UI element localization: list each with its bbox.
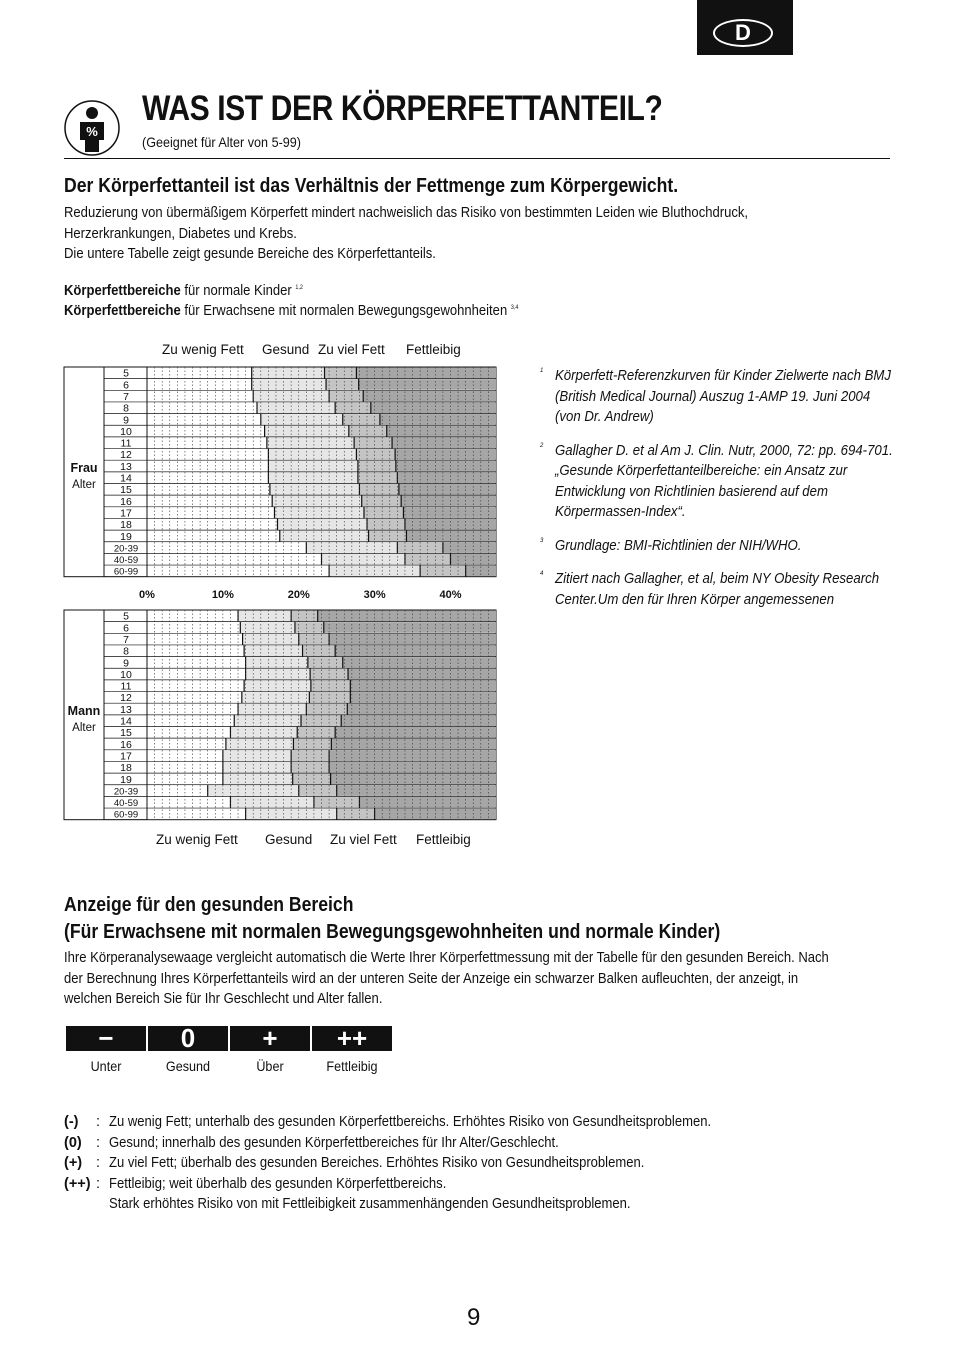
category-label-bottom: Zu wenig Fett: [156, 832, 238, 847]
footnotes: [540, 366, 940, 623]
chart-band-cell: [268, 472, 358, 483]
chart-band-cell: [293, 739, 331, 750]
x-tick-label: 20%: [287, 589, 310, 601]
age-label: 11: [120, 680, 132, 693]
legend-colon: :: [96, 1175, 101, 1192]
ranges-adults-bold: Körperfettbereiche: [64, 303, 181, 319]
indicator-segment: −: [66, 1026, 146, 1051]
x-tick-label: 0%: [139, 589, 155, 601]
chart-band-cell: [326, 379, 359, 390]
chart-band-cell: [147, 542, 306, 553]
chart-band-cell: [322, 554, 405, 565]
category-label-top: Zu viel Fett: [318, 342, 385, 357]
chart-band-cell: [405, 554, 451, 565]
header-divider: [64, 158, 890, 159]
group-label: Mann: [67, 703, 101, 718]
footnote-number: 1: [540, 368, 544, 374]
category-label-top: Fettleibig: [406, 342, 461, 357]
legend-text: Stark erhöhtes Risiko von mit Fettleibigkeit zusammenhängenden Gesundheitsproblemen.: [109, 1196, 631, 1212]
chart-band-cell: [356, 368, 496, 379]
chart-band-cell: [325, 368, 357, 379]
chart-band-cell: [238, 704, 306, 715]
chart-band-cell: [335, 645, 496, 656]
chart-band-cell: [306, 704, 347, 715]
legend-text: Gesund; innerhalb des gesunden Körperfettbereiches für Ihr Alter/Geschlecht.: [109, 1134, 559, 1151]
chart-band-cell: [147, 809, 246, 820]
chart-band-cell: [147, 402, 257, 413]
chart-band-cell: [301, 715, 341, 726]
age-label: 12: [120, 449, 132, 462]
chart-band-cell: [314, 797, 360, 808]
chart-band-cell: [450, 554, 496, 565]
chart-band-cell: [272, 496, 362, 507]
chart-band-cell: [362, 496, 401, 507]
age-label: 9: [123, 657, 129, 670]
group-sublabel: Alter: [72, 721, 96, 734]
age-label: 6: [123, 379, 129, 392]
chart-band-cell: [147, 519, 277, 530]
chart-band-cell: [291, 750, 329, 761]
chart-band-cell: [147, 645, 244, 656]
chart-band-cell: [244, 680, 311, 691]
age-label: 13: [120, 460, 132, 473]
legend-key: (++): [64, 1175, 91, 1192]
age-label: 16: [120, 738, 132, 751]
page-title: WAS IST DER KÖRPERFETTANTEIL?: [142, 89, 663, 128]
chart-band-cell: [147, 669, 246, 680]
chart-band-cell: [147, 715, 234, 726]
chart-band-cell: [147, 472, 268, 483]
chart-band-cell: [297, 727, 335, 738]
age-label: 60-99: [113, 809, 139, 821]
legend-key: (0): [64, 1134, 82, 1151]
age-label: 17: [120, 507, 132, 520]
age-label: 19: [120, 530, 132, 543]
age-label: 17: [120, 750, 132, 763]
footnote: [540, 366, 940, 428]
chart-band-cell: [147, 554, 322, 565]
chart-band-cell: [230, 727, 297, 738]
chart-band-cell: [308, 657, 343, 668]
category-label-bottom: Gesund: [265, 832, 313, 847]
chart-band-cell: [147, 531, 280, 542]
chart-band-cell: [364, 507, 403, 518]
indicator-label: Fettleibig: [326, 1058, 378, 1074]
chart-band-cell: [147, 368, 252, 379]
page-number: 9: [467, 1304, 481, 1331]
category-label-bottom: Zu viel Fett: [330, 832, 397, 847]
ranges-kids: [64, 283, 303, 299]
age-label: 8: [123, 645, 129, 658]
category-label-top: Gesund: [262, 342, 310, 357]
chart-band-cell: [223, 750, 291, 761]
chart-band-cell: [403, 507, 496, 518]
footnote-number: 4: [540, 571, 544, 577]
intro-paragraph: [64, 203, 874, 265]
intro-line: Herzerkrankungen, Diabetes und Krebs.: [64, 225, 297, 242]
chart-band-cell: [265, 426, 349, 437]
footnote-number: 3: [540, 537, 544, 544]
x-tick-label: 40%: [439, 589, 462, 601]
chart-band-cell: [329, 391, 363, 402]
age-label: 11: [120, 437, 132, 450]
x-tick-label: 30%: [363, 589, 386, 601]
chart-band-cell: [147, 797, 230, 808]
age-label: 12: [120, 692, 132, 705]
legend-text: Fettleibig; weit überhalb des gesunden Körperfettbereichs.: [109, 1175, 447, 1192]
footnote: [540, 569, 940, 610]
age-label: 10: [120, 668, 132, 681]
age-label: 10: [120, 425, 132, 438]
chart-band-cell: [147, 785, 208, 796]
chart-band-cell: [293, 774, 331, 785]
chart-band-cell: [147, 437, 267, 448]
chart-band-cell: [354, 437, 392, 448]
chart-band-cell: [147, 739, 226, 750]
legend-key: (-): [64, 1114, 79, 1130]
legend-key: (+): [64, 1155, 83, 1171]
age-label: 9: [123, 414, 129, 427]
group-label: Frau: [70, 460, 98, 475]
legend-colon: :: [96, 1134, 101, 1151]
footnote-text: Gallagher D. et al Am J. Clin. Nutr, 2000, 72: pp. 694-701. „Gesunde Körperfettanteilbereiche: ein Ansatz zur Entwicklung von Richtlinien basierend auf dem Körpermassen-Index“.: [555, 441, 893, 520]
chart-band-cell: [268, 449, 356, 460]
chart-band-cell: [349, 426, 387, 437]
chart-band-cell: [359, 484, 398, 495]
svg-text:%: %: [86, 124, 98, 139]
age-label: 16: [120, 495, 132, 508]
legend-text: Zu viel Fett; überhalb des gesunden Bereiches. Erhöhtes Risiko von Gesundheitsproblemen.: [109, 1155, 645, 1171]
indicator-label: Unter: [90, 1058, 122, 1074]
age-label: 19: [120, 773, 132, 786]
x-tick-label: 10%: [211, 589, 234, 601]
chart-band-cell: [356, 449, 395, 460]
chart-band-cell: [350, 692, 496, 703]
chart-band-cell: [329, 750, 496, 761]
footnote: [540, 536, 940, 557]
chart-band-cell: [335, 402, 371, 413]
age-label: 8: [123, 402, 129, 415]
intro-line: Die untere Tabelle zeigt gesunde Bereiche des Körperfettanteils.: [64, 246, 436, 262]
chart-band-cell: [252, 379, 326, 390]
chart-band-cell: [147, 692, 242, 703]
category-label-top: Zu wenig Fett: [162, 342, 244, 357]
chart-band-cell: [331, 774, 496, 785]
chart-band-cell: [147, 680, 244, 691]
chart-band-cell: [208, 785, 299, 796]
chart-band-cell: [280, 531, 369, 542]
age-label: 60-99: [113, 566, 139, 578]
ranges-kids-sup: 1,2: [295, 285, 303, 291]
chart-band-cell: [331, 739, 496, 750]
age-label: 7: [123, 633, 129, 646]
chart-band-cell: [359, 379, 496, 390]
age-label: 40-59: [113, 798, 139, 810]
footnote-text: Körperfett-Referenzkurven für Kinder Zielwerte nach BMJ (British Medical Journal) Auszug 1-AMP 19. Juni 2004 (von Dr. Andrew): [555, 367, 892, 425]
indicator-label: Über: [256, 1058, 284, 1074]
chart-band-cell: [367, 519, 405, 530]
chart-band-cell: [350, 680, 496, 691]
chart-band-cell: [311, 680, 350, 691]
indicator-segment: +: [230, 1026, 310, 1051]
section2-subheading: (Für Erwachsene mit normalen Bewegungsgewohnheiten und normale Kinder): [64, 921, 721, 943]
language-badge: D: [713, 19, 773, 47]
footnote: [540, 441, 940, 523]
chart-band-cell: [147, 426, 265, 437]
chart-band-cell: [392, 437, 496, 448]
chart-band-cell: [234, 715, 301, 726]
page-subtitle: (Geeignet für Alter von 5-99): [142, 134, 301, 150]
chart-band-cell: [363, 391, 496, 402]
ranges-kids-bold: Körperfettbereiche: [64, 283, 181, 299]
chart-band-cell: [318, 611, 496, 622]
section2-paragraph: [64, 948, 874, 1010]
chart-band-cell: [238, 611, 291, 622]
age-label: 15: [120, 484, 132, 497]
ranges-adults-text: für Erwachsene mit normalen Bewegungsgewohnheiten: [180, 303, 511, 319]
footnote-number: 2: [540, 442, 544, 449]
chart-band-cell: [147, 750, 223, 761]
chart-band-cell: [240, 622, 295, 633]
chart-band-cell: [295, 622, 324, 633]
chart-band-cell: [243, 634, 299, 645]
indicator-label: Gesund: [165, 1058, 211, 1074]
chart-band-cell: [147, 634, 243, 645]
chart-band-cell: [244, 645, 302, 656]
age-label: 14: [120, 715, 132, 728]
category-label-bottom: Fettleibig: [416, 832, 471, 847]
group-sublabel: Alter: [72, 478, 96, 491]
chart-band-cell: [348, 669, 496, 680]
footnote-text: Zitiert nach Gallagher, et al, beim NY Obesity Research Center.Um den für Ihren Körper angemessenen: [555, 570, 880, 608]
age-label: 5: [123, 367, 129, 380]
section2-line: Ihre Körperanalysewaage vergleicht automatisch die Werte Ihrer Körperfettmessung mit der Tabelle für den gesunden Bereich. Nach: [64, 950, 829, 966]
chart-band-cell: [303, 645, 336, 656]
age-label: 14: [120, 472, 132, 485]
person-percent-icon: [64, 100, 120, 156]
chart-band-cell: [147, 507, 274, 518]
chart-band-cell: [242, 692, 310, 703]
chart-band-cell: [369, 531, 407, 542]
age-label: 18: [120, 519, 132, 532]
age-label: 13: [120, 703, 132, 716]
intro-line: Reduzierung von übermäßigem Körperfett mindert nachweislich das Risiko von bestimmten Leiden wie Bluthochdruck,: [64, 205, 749, 221]
chart-band-cell: [147, 611, 238, 622]
chart-band-cell: [252, 368, 325, 379]
chart-band-cell: [341, 715, 496, 726]
chart-band-cell: [397, 542, 443, 553]
chart-band-cell: [291, 762, 329, 773]
chart-band-cell: [246, 669, 310, 680]
age-label: 40-59: [113, 555, 139, 567]
chart-band-cell: [223, 762, 291, 773]
age-label: 20-39: [113, 543, 139, 555]
chart-band-cell: [291, 611, 318, 622]
chart-band-cell: [257, 402, 335, 413]
chart-band-cell: [337, 809, 375, 820]
chart-band-cell: [337, 785, 496, 796]
indicator-segment: 0: [148, 1026, 228, 1051]
chart-band-cell: [147, 379, 252, 390]
chart-band-cell: [359, 797, 496, 808]
chart-band-cell: [306, 542, 397, 553]
chart-band-cell: [223, 774, 293, 785]
section2-line: welchen Bereich Sie für Ihr Geschlecht und Alter fallen.: [64, 991, 383, 1007]
chart-band-cell: [401, 496, 496, 507]
age-label: 20-39: [113, 786, 139, 798]
chart-band-cell: [299, 785, 337, 796]
chart-band-cell: [371, 402, 496, 413]
chart-band-cell: [230, 797, 313, 808]
legend-text: Zu wenig Fett; unterhalb des gesunden Körperfettbereichs. Erhöhtes Risiko von Gesundheitsproblemen.: [109, 1114, 712, 1130]
indicator-segment: ++: [312, 1026, 392, 1051]
ranges-adults-sup: 3,4: [510, 305, 519, 311]
legend-colon: :: [96, 1114, 101, 1130]
chart-band-cell: [147, 657, 246, 668]
chart-band-cell: [274, 507, 364, 518]
age-label: 5: [123, 610, 129, 623]
chart-band-cell: [347, 704, 496, 715]
chart-band-cell: [358, 472, 397, 483]
age-label: 18: [120, 762, 132, 775]
body-fat-range-chart: [60, 338, 504, 852]
chart-band-cell: [147, 727, 230, 738]
chart-band-cell: [147, 414, 261, 425]
chart-band-cell: [443, 542, 496, 553]
chart-band-cell: [387, 426, 496, 437]
section2-line: der Berechnung Ihres Körperfettanteils wird an der unteren Seite der Anzeige ein schwarzer Balken aufleuchten, der anzeigt, in: [64, 970, 799, 987]
age-label: 15: [120, 727, 132, 740]
chart-band-cell: [397, 472, 496, 483]
legend-colon: :: [96, 1155, 101, 1171]
chart-band-cell: [267, 437, 354, 448]
intro-heading: Der Körperfettanteil ist das Verhältnis der Fettmenge zum Körpergewicht.: [64, 175, 679, 197]
chart-band-cell: [399, 484, 496, 495]
section2-heading: Anzeige für den gesunden Bereich: [64, 894, 354, 916]
chart-band-cell: [324, 622, 496, 633]
language-tab: [697, 0, 793, 55]
chart-band-cell: [358, 461, 396, 472]
chart-band-cell: [147, 622, 240, 633]
age-label: 6: [123, 622, 129, 635]
ranges-adults: [64, 303, 518, 319]
age-label: 7: [123, 390, 129, 403]
chart-band-cell: [147, 484, 270, 495]
footnote-text: Grundlage: BMI-Richtlinien der NIH/WHO.: [555, 536, 802, 554]
chart-band-cell: [261, 414, 343, 425]
ranges-kids-text: für normale Kinder: [180, 283, 296, 299]
